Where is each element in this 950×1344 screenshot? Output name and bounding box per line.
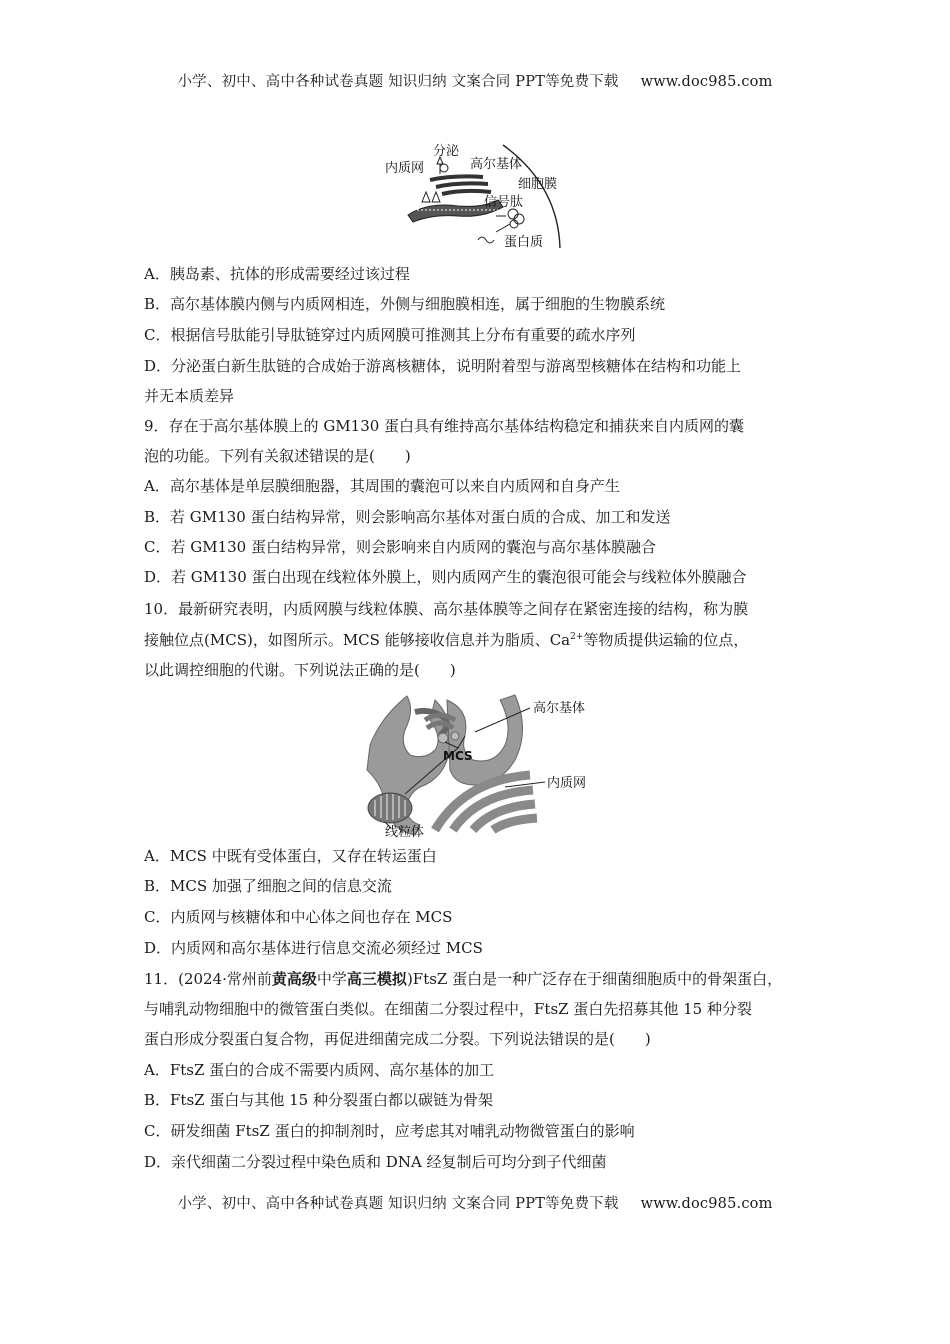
q10-option-c: C．内质网与核糖体和中心体之间也存在 MCS: [144, 908, 453, 926]
q11-stem: [144, 969, 824, 989]
q10-stem2a: 接触位点(MCS)，如图所示。MCS 能够接收信息并为脂质、Ca: [144, 631, 571, 649]
q9-stem: 9．存在于高尔基体膜上的 GM130 蛋白具有维持高尔基体结构稳定和捕获来自内质网的囊: [144, 417, 745, 435]
signal-peptide-label: 信号肽: [484, 195, 524, 210]
secrete-label: 分泌: [433, 144, 460, 159]
q9-option-c: C．若 GM130 蛋白结构异常，则会影响来自内质网的囊泡与高尔基体膜融合: [144, 538, 656, 556]
q11-stem-cont: 与哺乳动物细胞中的微管蛋白类似。在细菌二分裂过程中，FtsZ 蛋白先招募其他 15 种分裂: [144, 1000, 752, 1018]
q9-stem-cont: 泡的功能。下列有关叙述错误的是( ): [144, 447, 411, 465]
q10-option-a: A．MCS 中既有受体蛋白，又存在转运蛋白: [144, 847, 437, 865]
protein-label: 蛋白质: [504, 235, 544, 250]
q11-option-a: A．FtsZ 蛋白的合成不需要内质网、高尔基体的加工: [144, 1061, 495, 1079]
q11-stem1d: 高三模拟: [346, 970, 407, 988]
q11-stem1c: 中学: [316, 970, 347, 988]
q9-option-b: B．若 GM130 蛋白结构异常，则会影响高尔基体对蛋白质的合成、加工和发送: [144, 508, 671, 526]
golgi-label-2: 高尔基体: [533, 701, 586, 716]
membrane-label: 细胞膜: [518, 177, 558, 192]
q11-option-d: D．亲代细菌二分裂过程中染色质和 DNA 经复制后可均分到子代细菌: [144, 1153, 607, 1171]
header-text: 小学、初中、高中各种试卷真题 知识归纳 文案合同 PPT等免费下载: [177, 74, 619, 90]
page-footer: [0, 1192, 950, 1213]
page-header: [0, 70, 950, 91]
footer-site: www.doc985.com: [640, 1196, 773, 1212]
footer-text: 小学、初中、高中各种试卷真题 知识归纳 文案合同 PPT等免费下载: [177, 1196, 619, 1212]
q8-option-a: A．胰岛素、抗体的形成需要经过该过程: [144, 265, 410, 283]
q8-option-c: C．根据信号肽能引导肽链穿过内质网膜可推测其上分布有重要的疏水序列: [144, 326, 636, 344]
q11-stem1e: )FtsZ 蛋白是一种广泛存在于细菌细胞质中的骨架蛋白，: [406, 970, 783, 988]
header-site: www.doc985.com: [640, 74, 773, 90]
secretion-pathway-figure: [378, 140, 578, 255]
q11-stem1a: 11．(2024·常州前: [144, 970, 272, 988]
q10-stem: 10．最新研究表明，内质网膜与线粒体膜、高尔基体膜等之间存在紧密连接的结构，称为膜: [144, 600, 749, 618]
er-label: 内质网: [385, 161, 425, 176]
q10-option-d: D．内质网和高尔基体进行信息交流必须经过 MCS: [144, 939, 483, 957]
q11-stem-end: 蛋白形成分裂蛋白复合物，再促进细菌完成二分裂。下列说法错误的是( ): [144, 1030, 651, 1048]
mito-label: 线粒体: [385, 825, 425, 838]
q9-option-a: A．高尔基体是单层膜细胞器，其周围的囊泡可以来自内质网和自身产生: [144, 477, 620, 495]
q10-stem2b: 等物质提供运输的位点，: [583, 631, 749, 649]
q11-option-b: B．FtsZ 蛋白与其他 15 种分裂蛋白都以碳链为骨架: [144, 1091, 493, 1109]
q8-option-d-cont: 并无本质差异: [144, 387, 235, 405]
q11-option-c: C．研发细菌 FtsZ 蛋白的抑制剂时，应考虑其对哺乳动物微管蛋白的影响: [144, 1122, 635, 1140]
mcs-figure: [355, 690, 605, 838]
mcs-label: MCS: [443, 749, 473, 763]
q10-stem2sup: 2+: [570, 632, 584, 642]
q10-stem-end: 以此调控细胞的代谢。下列说法正确的是( ): [144, 661, 456, 679]
q10-stem-cont: [144, 630, 824, 650]
q8-option-d: D．分泌蛋白新生肽链的合成始于游离核糖体，说明附着型与游离型核糖体在结构和功能上: [144, 357, 742, 375]
q10-option-b: B．MCS 加强了细胞之间的信息交流: [144, 877, 392, 895]
er-label-2: 内质网: [547, 776, 587, 791]
q8-option-b: B．高尔基体膜内侧与内质网相连，外侧与细胞膜相连，属于细胞的生物膜系统: [144, 295, 666, 313]
golgi-label: 高尔基体: [470, 157, 523, 172]
q11-stem1b: 黄高级: [271, 970, 317, 988]
q9-option-d: D．若 GM130 蛋白出现在线粒体外膜上，则内质网产生的囊泡很可能会与线粒体外膜融合: [144, 568, 747, 586]
